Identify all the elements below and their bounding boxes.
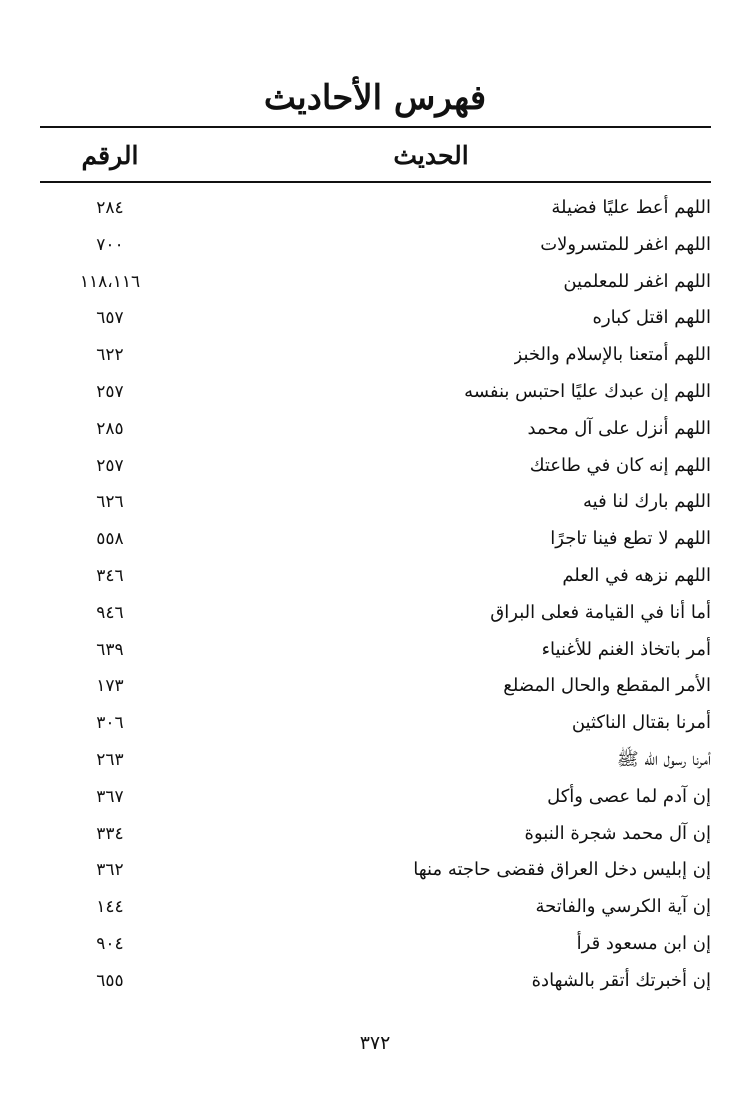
- index-row: [40, 705, 711, 742]
- hadith-text: إن إبليس دخل العراق فقضى حاجته منها: [413, 859, 711, 881]
- reference-number: ١١٨،١١٦: [79, 271, 141, 292]
- reference-number: ٩٤٦: [96, 602, 124, 623]
- header-rule: [40, 181, 711, 183]
- reference-number: ٦٥٧: [96, 308, 124, 329]
- index-row: [40, 889, 711, 926]
- reference-number: ٣٠٦: [96, 713, 124, 734]
- hadith-text: اللهم لا تطع فينا تاجرًا: [550, 528, 711, 550]
- index-row: [40, 300, 711, 337]
- reference-number: ٦٥٥: [96, 970, 124, 991]
- hadith-text: اللهم أعط عليًا فضيلة: [551, 197, 711, 218]
- hadith-text: إن أخبرتك أتقر بالشهادة: [531, 969, 711, 991]
- index-row: [40, 852, 711, 889]
- top-rule: [40, 126, 711, 128]
- hadith-text: اللهم إنه كان في طاعتك: [529, 454, 711, 476]
- hadith-text: إن ابن مسعود قرأ: [576, 932, 711, 954]
- hadith-text: إن آدم لما عصى وأكل: [547, 785, 711, 807]
- hadith-text: أمر باتخاذ الغنم للأغنياء: [541, 638, 711, 660]
- index-row: [40, 227, 711, 264]
- hadith-text: اللهم بارك لنا فيه: [583, 491, 711, 513]
- reference-number: ٦٢٦: [96, 492, 124, 513]
- index-row: [40, 926, 711, 963]
- reference-number: ٥٥٨: [96, 529, 124, 550]
- index-row: [40, 374, 711, 411]
- reference-number: ٣٣٤: [96, 823, 124, 844]
- index-row: [40, 484, 711, 521]
- column-header-number: الرقم: [81, 141, 139, 170]
- hadith-text: اللهم اغفر للمتسرولات: [540, 233, 711, 255]
- hadith-text: اللهم أمتعنا بالإسلام والخبز: [513, 344, 711, 366]
- page-number: ٣٧٢: [359, 1032, 391, 1054]
- reference-number: ٣٦٧: [96, 786, 124, 807]
- index-row: [40, 632, 711, 669]
- hadith-text: اللهم اغفر للمعلمين: [563, 270, 711, 292]
- index-row: [40, 816, 711, 853]
- hadith-text: أما أنا في القيامة فعلى البراق: [490, 601, 711, 623]
- reference-number: ٢٨٤: [96, 198, 124, 218]
- index-row: [40, 558, 711, 595]
- index-row: [40, 779, 711, 816]
- hadith-text: الأمر المقطع والحال المضلع: [503, 675, 711, 697]
- reference-number: ١٤٤: [96, 897, 124, 918]
- hadith-text: إن آية الكرسي والفاتحة: [535, 896, 711, 918]
- reference-number: ٦٣٩: [96, 639, 124, 660]
- column-header-hadith: الحديث: [393, 141, 469, 170]
- hadith-text: أمرنا رسول الله ﷺ: [616, 748, 711, 770]
- reference-number: ٩٠٤: [96, 933, 124, 954]
- reference-number: ٢٥٧: [96, 455, 124, 476]
- hadith-text: اللهم أنزل على آل محمد: [527, 417, 711, 439]
- index-row: [40, 742, 711, 779]
- reference-number: ٢٨٥: [96, 418, 124, 439]
- reference-number: ٦٢٢: [96, 345, 124, 366]
- hadith-text: إن آل محمد شجرة النبوة: [524, 822, 711, 844]
- reference-number: ١٧٣: [96, 676, 124, 697]
- reference-number: ٣٤٦: [96, 565, 124, 586]
- index-row: [40, 448, 711, 485]
- index-row: [40, 521, 711, 558]
- reference-number: ٢٥٧: [96, 381, 124, 402]
- reference-number: ٣٦٢: [96, 860, 124, 881]
- hadith-text: أمرنا بقتال الناكثين: [571, 712, 711, 734]
- index-row: [40, 264, 711, 301]
- hadith-index-list: [40, 190, 711, 1000]
- hadith-text: اللهم نزهه في العلم: [562, 564, 711, 586]
- index-row: [40, 668, 711, 705]
- reference-number: ٧٠٠: [96, 234, 124, 255]
- hadith-text: اللهم اقتل كباره: [592, 307, 711, 329]
- index-row: [40, 595, 711, 632]
- hadith-text: اللهم إن عبدك عليًا احتبس بنفسه: [464, 380, 711, 402]
- reference-number: ٢٦٣: [96, 749, 124, 770]
- index-row: [40, 963, 711, 1000]
- page-title: فهرس الأحاديث: [263, 78, 487, 118]
- index-row: [40, 411, 711, 448]
- index-row: [40, 190, 711, 227]
- index-row: [40, 337, 711, 374]
